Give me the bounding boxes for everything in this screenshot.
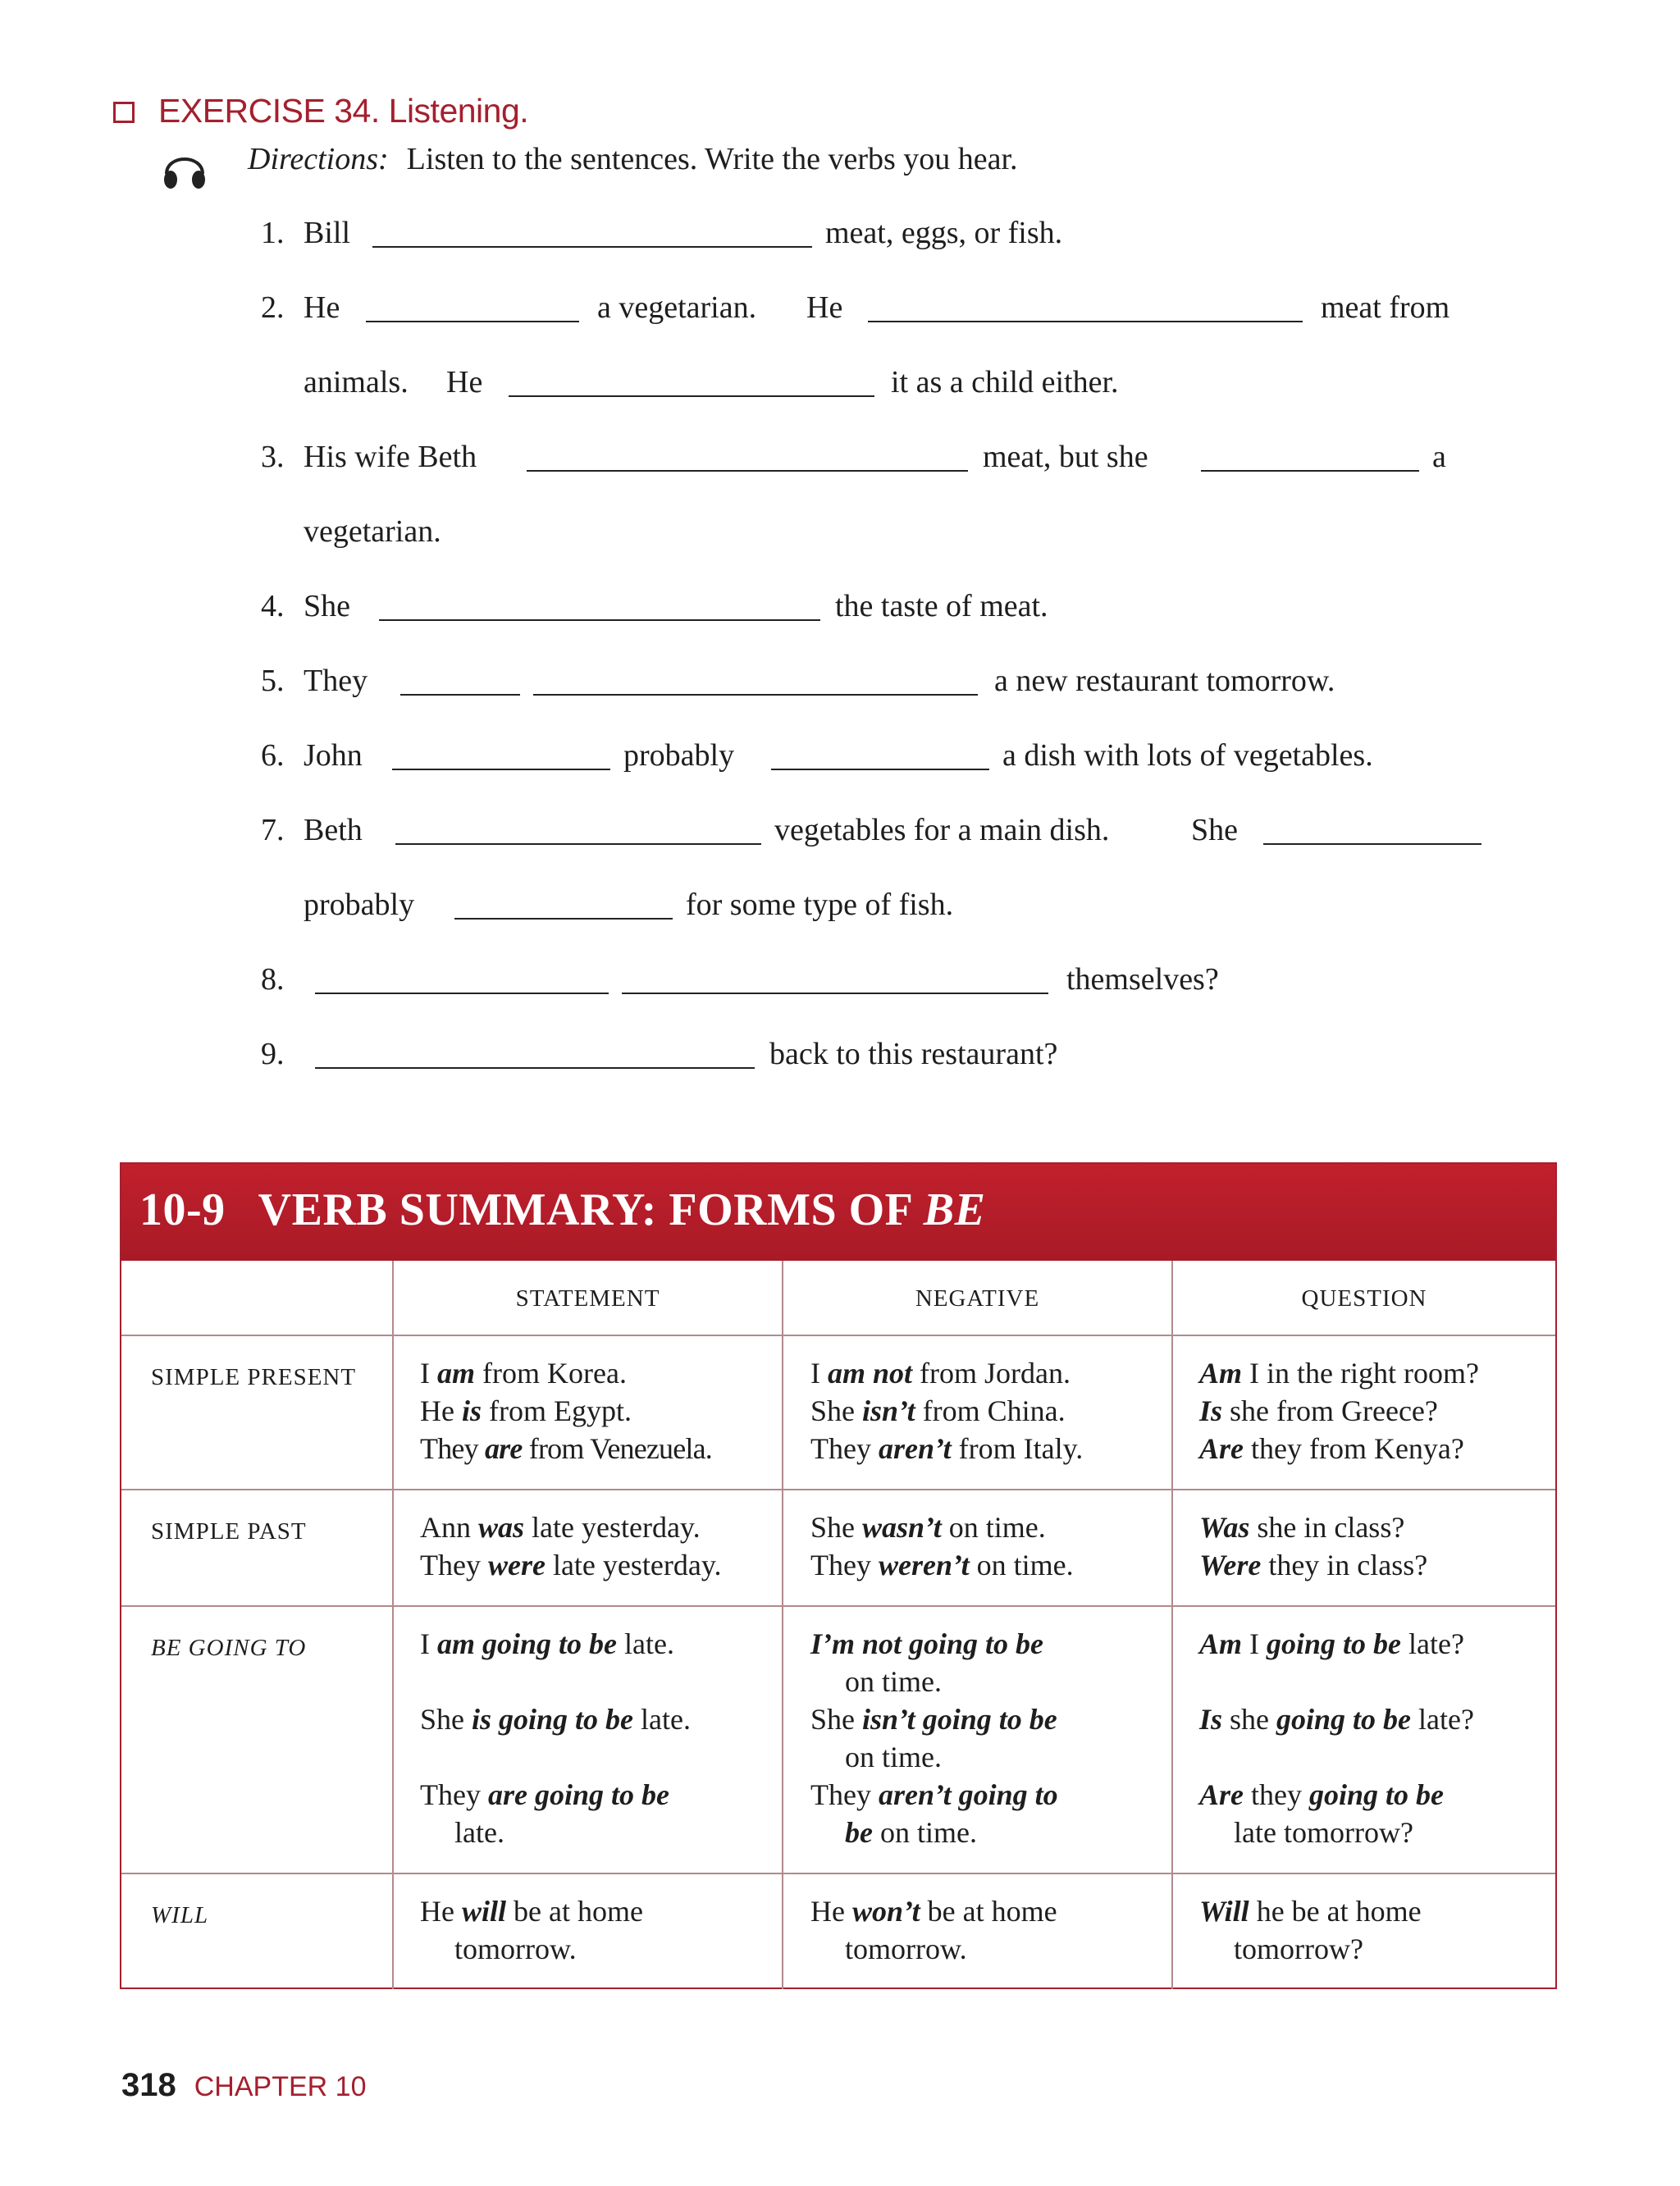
answer-blank[interactable]: [868, 321, 1303, 322]
chart-title: 10-9 VERB SUMMARY: FORMS OF BE: [139, 1184, 986, 1235]
cell-past-question: Was she in class? Were they in class?: [1199, 1511, 1428, 1581]
answer-blank[interactable]: [1201, 470, 1419, 472]
chart-header: [121, 1164, 1555, 1261]
headphones-icon: [160, 144, 209, 192]
verb-summary-chart: [120, 1162, 1557, 1989]
answer-blank[interactable]: [366, 321, 579, 322]
cell-will-statement: He will be at home tomorrow.: [420, 1895, 643, 1965]
answer-blank[interactable]: [315, 1067, 755, 1069]
answer-blank[interactable]: [771, 769, 989, 770]
col-header-negative: NEGATIVE: [915, 1285, 1040, 1312]
row-header-be-going-to: BE GOING TO: [151, 1635, 307, 1661]
answer-blank[interactable]: [395, 843, 761, 845]
page-number: 318: [121, 2067, 176, 2103]
cell-past-negative: She wasn’t on time. They weren’t on time.: [810, 1511, 1074, 1581]
cell-going-question: Am I going to be late? Is she going to be late? Are they going to be late tomorrow?: [1199, 1627, 1474, 1849]
exercise-title: EXERCISE 34. Listening.: [158, 92, 529, 130]
answer-blank[interactable]: [400, 694, 520, 696]
cell-going-negative: I’m not going to be on time. She isn’t going to be on time. They aren’t going to be on time.: [810, 1627, 1058, 1849]
page-footer: [121, 2067, 366, 2104]
cell-present-question: Am I in the right room? Is she from Greece? Are they from Kenya?: [1199, 1357, 1479, 1465]
col-header-statement: STATEMENT: [515, 1285, 660, 1312]
answer-blank[interactable]: [527, 470, 968, 472]
directions: Directions: Listen to the sentences. Write the verbs you hear.: [248, 142, 1018, 176]
exercise-checkbox[interactable]: [113, 102, 135, 123]
answer-blank[interactable]: [509, 395, 874, 397]
answer-blank[interactable]: [372, 246, 812, 248]
answer-blank[interactable]: [454, 918, 673, 920]
answer-blank[interactable]: [1263, 843, 1481, 845]
col-header-question: QUESTION: [1301, 1285, 1427, 1312]
row-header-simple-present: SIMPLE PRESENT: [151, 1364, 357, 1390]
answer-blank[interactable]: [379, 619, 820, 621]
answer-blank[interactable]: [533, 694, 978, 696]
answer-blank[interactable]: [315, 993, 609, 994]
cell-will-question: Will he be at home tomorrow?: [1199, 1895, 1422, 1965]
answer-blank[interactable]: [392, 769, 610, 770]
cell-going-statement: I am going to be late. She is going to be late. They are going to be late.: [420, 1627, 691, 1849]
cell-present-statement: I am from Korea. He is from Egypt. They are from Venezuela.: [420, 1357, 713, 1465]
answer-blank[interactable]: [622, 993, 1048, 994]
row-header-will: WILL: [151, 1902, 209, 1928]
row-header-simple-past: SIMPLE PAST: [151, 1518, 307, 1545]
chapter-label: CHAPTER 10: [194, 2071, 367, 2102]
cell-will-negative: He won’t be at home tomorrow.: [810, 1895, 1057, 1965]
cell-past-statement: Ann was late yesterday. They were late yesterday.: [420, 1511, 722, 1581]
cell-present-negative: I am not from Jordan. She isn’t from China. They aren’t from Italy.: [810, 1357, 1084, 1465]
